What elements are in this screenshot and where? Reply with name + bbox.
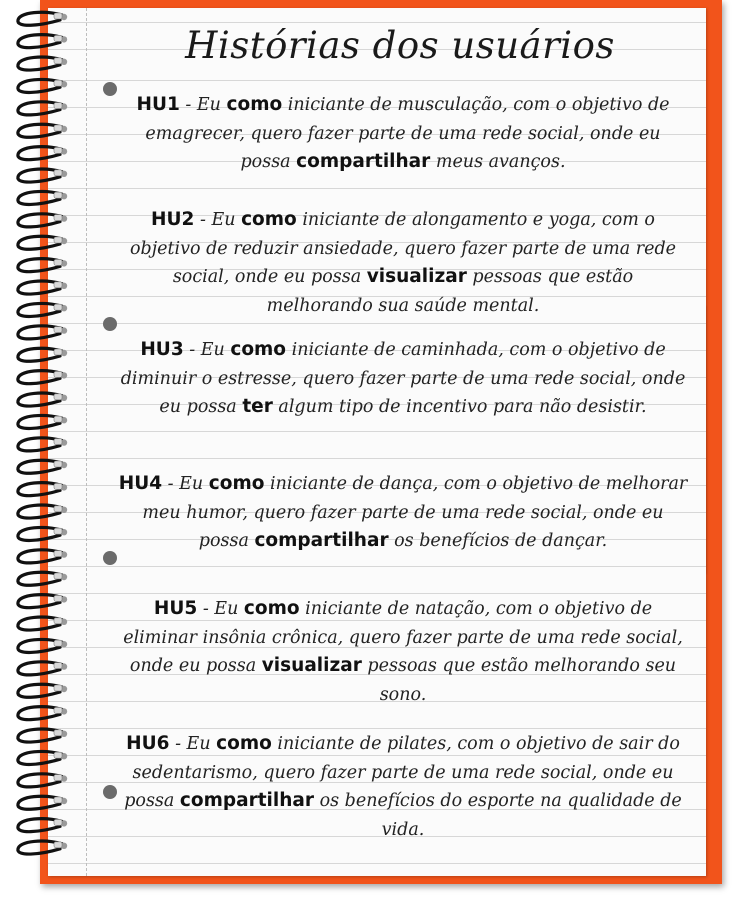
spiral-coil — [18, 639, 67, 652]
spiral-coil — [18, 751, 67, 764]
user-story-3: HU3 - Eu como iniciante de caminhada, com o objetivo de diminuir o estresse, quero fazer parte de uma rede social, onde eu possa ter algum tipo de incentivo para não desistir. — [120, 339, 686, 418]
keyword: compartilhar — [296, 151, 431, 173]
spiral-coil — [18, 236, 67, 249]
spiral-coil — [18, 326, 67, 339]
spiral-coil — [18, 214, 67, 227]
spiral-coil — [18, 102, 67, 115]
spiral-coil — [18, 191, 67, 204]
keyword: como — [230, 339, 287, 360]
spiral-coil — [18, 393, 67, 406]
keyword: como — [208, 473, 265, 494]
spiral-coil — [18, 684, 67, 697]
spiral-coil — [18, 796, 67, 809]
spiral-coil — [18, 662, 67, 675]
story-id: HU3 — [140, 339, 184, 360]
user-story-5: HU5 - Eu como iniciante de natação, com o objetivo de eliminar insônia crônica, quero fazer parte de uma rede social, onde eu possa visualizar pessoas que estão melhorando seu sono. — [123, 598, 683, 705]
spiral-coil — [18, 79, 67, 92]
spiral-coil — [18, 819, 67, 832]
page-title: Histórias dos usuários — [185, 24, 615, 67]
keyword: como — [226, 94, 283, 115]
story-id: HU4 — [118, 473, 163, 494]
spiral-coil — [18, 371, 67, 384]
spiral-coil — [18, 147, 67, 160]
spiral-coil — [18, 505, 67, 518]
spiral-coil — [18, 550, 67, 563]
spiral-coil — [18, 169, 67, 182]
spiral-coil — [18, 303, 67, 316]
spiral-coil — [18, 12, 67, 25]
spiral-coil — [18, 572, 67, 585]
keyword: visualizar — [261, 655, 362, 677]
punch-hole — [103, 82, 117, 96]
spiral-coil — [18, 259, 67, 272]
story-id: HU2 — [151, 209, 195, 230]
spiral-coil — [18, 617, 67, 630]
punch-hole — [103, 785, 117, 799]
keyword: compartilhar — [254, 530, 389, 552]
keyword: como — [216, 733, 272, 754]
keyword: como — [243, 598, 300, 619]
spiral-coil — [18, 438, 67, 451]
user-story-2: HU2 - Eu como iniciante de alongamento e yoga, com o objetivo de reduzir ansiedade, quero fazer parte de uma rede social, onde eu possa visualizar pessoas que estão melhorando sua saúde mental. — [129, 209, 677, 316]
punch-hole — [103, 317, 117, 331]
punch-hole — [103, 551, 117, 565]
user-story-4: HU4 - Eu como iniciante de dança, com o objetivo de melhorar meu humor, quero fazer parte de uma rede social, onde eu possa compartilhar os benefícios de dançar. — [118, 473, 688, 552]
user-story-6: HU6 - Eu como iniciante de pilates, com o objetivo de sair do sedentarismo, quero fazer parte de uma rede social, onde eu possa compartilhar os benefícios do esporte na qualidade de vida. — [124, 733, 682, 840]
story-id: HU6 — [126, 733, 170, 754]
spiral-coil — [18, 281, 67, 294]
keyword: compartilhar — [179, 790, 315, 812]
spiral-coil — [18, 841, 67, 854]
keyword: como — [241, 209, 297, 230]
spiral-coil — [18, 774, 67, 787]
spiral-coil — [18, 527, 67, 540]
margin-line — [86, 8, 87, 876]
spiral-coil — [18, 595, 67, 608]
keyword: visualizar — [366, 266, 467, 288]
spiral-coil — [18, 707, 67, 720]
spiral-coil — [18, 729, 67, 742]
spiral-coil — [18, 483, 67, 496]
story-id: HU5 — [153, 598, 198, 619]
spiral-binding — [0, 0, 80, 880]
spiral-coil — [18, 124, 67, 137]
user-story-1: HU1 - Eu como iniciante de musculação, com o objetivo de emagrecer, quero fazer parte de uma rede social, onde eu possa compartilhar meus avanços. — [136, 94, 670, 173]
spiral-coil — [18, 57, 67, 70]
spiral-coil — [18, 415, 67, 428]
spiral-coil — [18, 460, 67, 473]
spiral-coil — [18, 348, 67, 361]
spiral-coil — [18, 35, 67, 48]
keyword: ter — [242, 396, 273, 418]
story-id: HU1 — [136, 94, 180, 115]
